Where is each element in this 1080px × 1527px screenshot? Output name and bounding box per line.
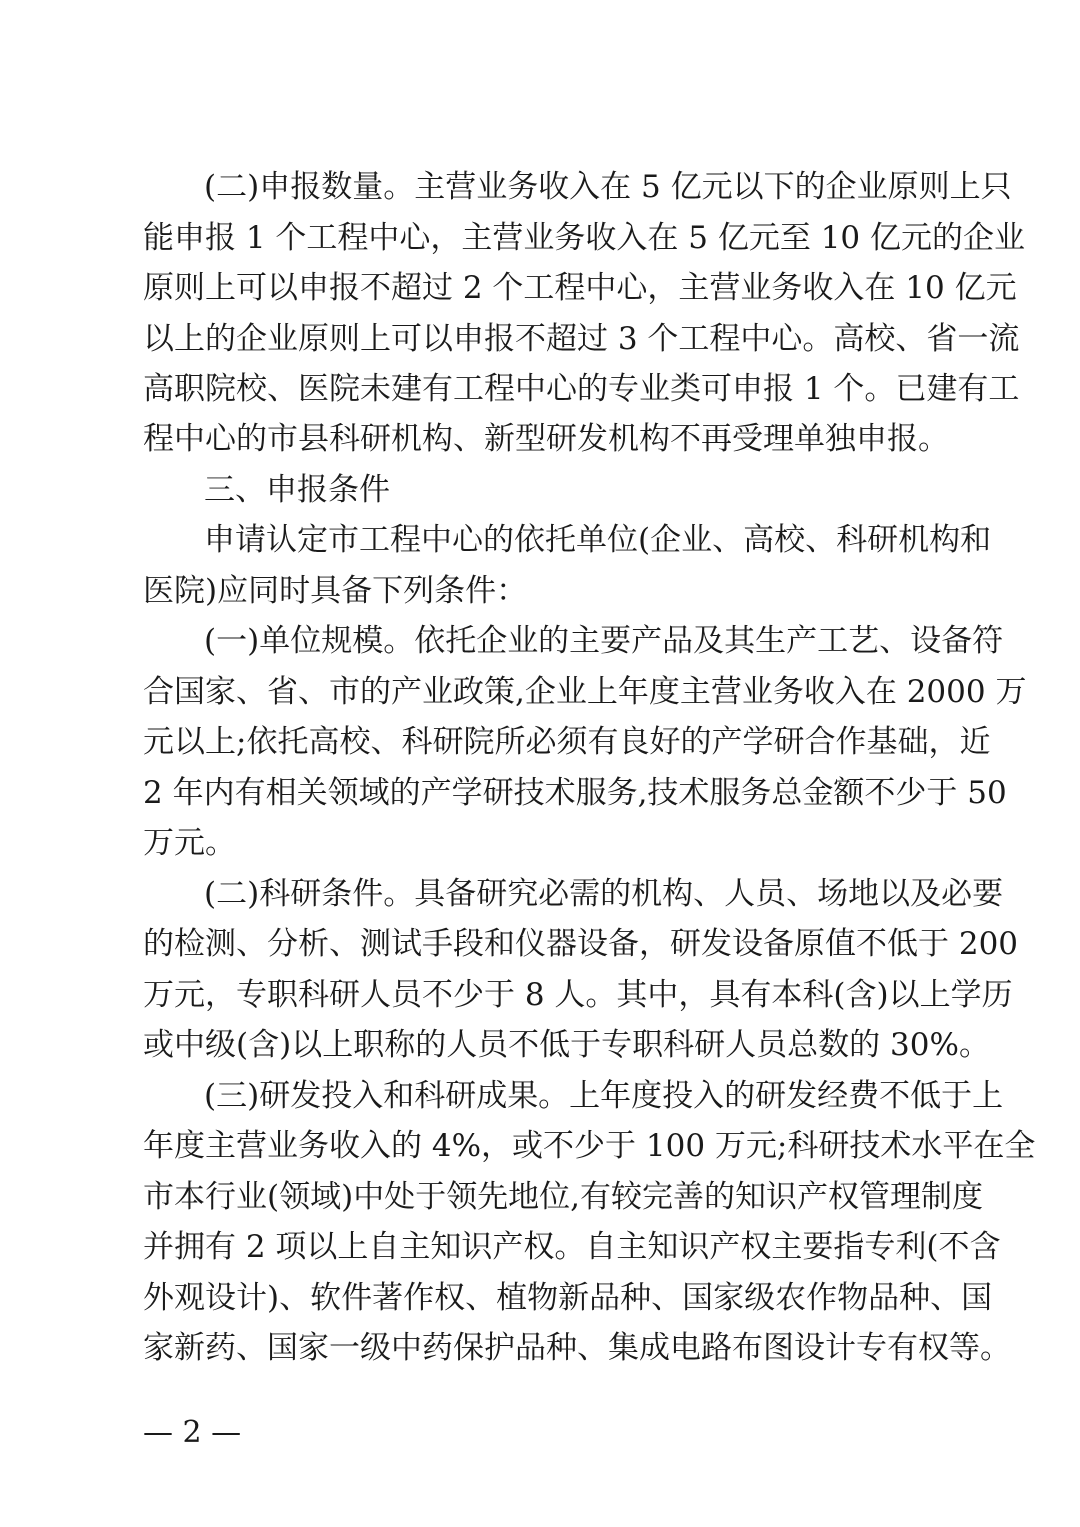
text-line: 合国家、省、市的产业政策,企业上年度主营业务收入在 2000 万: [143, 674, 1027, 710]
page-number: — 2 —: [143, 1415, 242, 1450]
text-line: 2 年内有相关领域的产学研技术服务,技术服务总金额不少于 50: [143, 775, 1007, 811]
text-line: 原则上可以申报不超过 2 个工程中心，主营业务收入在 10 亿元: [143, 270, 1017, 306]
text-line: 万元。: [143, 825, 236, 861]
text-line: 高职院校、医院未建有工程中心的专业类可申报 1 个。已建有工: [143, 371, 1020, 407]
text-line: (三)研发投入和科研成果。上年度投入的研发经费不低于上: [204, 1078, 1004, 1114]
text-line: 以上的企业原则上可以申报不超过 3 个工程中心。高校、省一流: [143, 321, 1020, 357]
text-line: 元以上;依托高校、科研院所必须有良好的产学研合作基础，近: [143, 724, 991, 760]
text-line: 并拥有 2 项以上自主知识产权。自主知识产权主要指专利(不含: [143, 1229, 1001, 1265]
text-line: (二)申报数量。主营业务收入在 5 亿元以下的企业原则上只: [204, 169, 1012, 205]
text-line: 程中心的市县科研机构、新型研发机构不再受理单独申报。: [143, 421, 949, 457]
text-line: (一)单位规模。依托企业的主要产品及其生产工艺、设备符: [204, 623, 1004, 659]
text-line: 能申报 1 个工程中心，主营业务收入在 5 亿元至 10 亿元的企业: [143, 220, 1026, 256]
text-line: 家新药、国家一级中药保护品种、集成电路布图设计专有权等。: [143, 1330, 1011, 1366]
text-line: 外观设计)、软件著作权、植物新品种、国家级农作物品种、国: [143, 1280, 993, 1316]
text-line: (二)科研条件。具备研究必需的机构、人员、场地以及必要: [204, 876, 1004, 912]
section-heading: 三、申报条件: [204, 472, 390, 508]
text-line: 申请认定市工程中心的依托单位(企业、高校、科研机构和: [204, 522, 992, 558]
text-line: 的检测、分析、测试手段和仪器设备，研发设备原值不低于 200: [143, 926, 1019, 962]
text-line: 市本行业(领域)中处于领先地位,有较完善的知识产权管理制度: [143, 1179, 984, 1215]
text-line: 或中级(含)以上职称的人员不低于专职科研人员总数的 30%。: [143, 1027, 990, 1063]
text-line: 年度主营业务收入的 4%，或不少于 100 万元;科研技术水平在全: [143, 1128, 1036, 1164]
text-line: 医院)应同时具备下列条件：: [143, 573, 528, 609]
text-line: 万元，专职科研人员不少于 8 人。其中，具有本科(含)以上学历: [143, 977, 1013, 1013]
